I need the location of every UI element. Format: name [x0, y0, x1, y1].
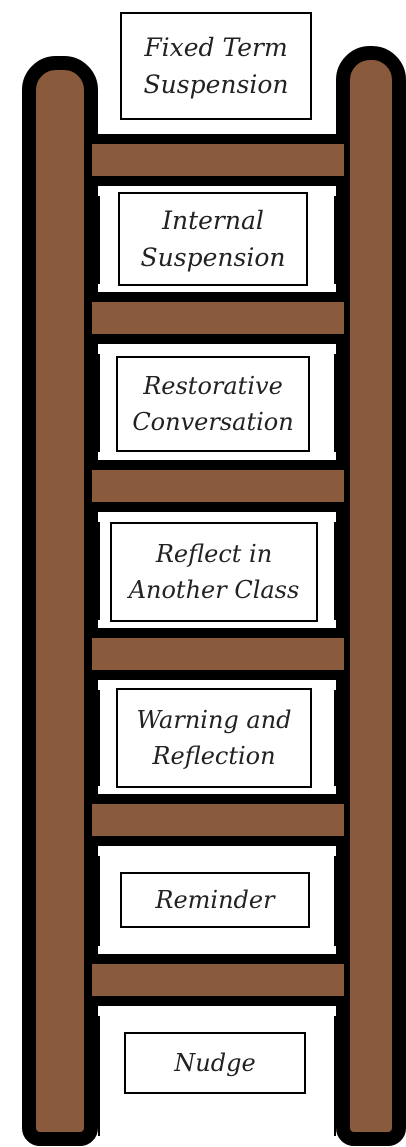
step-label-line: Warning and — [136, 706, 292, 734]
step-label-line: Conversation — [132, 408, 294, 436]
ladder-rung — [92, 954, 344, 1006]
step-label-line: Suspension — [143, 70, 289, 99]
step-fixed-term-suspension — [120, 12, 312, 120]
ladder-rung — [92, 460, 344, 512]
step-label-line: Nudge — [174, 1049, 256, 1077]
ladder-rung — [92, 292, 344, 344]
step-label-line: Restorative — [143, 372, 283, 400]
step-warning-and-reflection — [116, 688, 312, 788]
step-label-line: Reflection — [152, 742, 276, 770]
step-label-line: Suspension — [140, 243, 286, 272]
ladder-rung — [92, 134, 344, 186]
step-nudge — [124, 1032, 306, 1094]
step-restorative-conversation — [116, 356, 310, 452]
step-internal-suspension — [118, 192, 308, 286]
ladder-left-rail — [22, 56, 98, 1146]
step-label-line: Reflect in — [155, 540, 273, 568]
ladder-right-rail — [336, 46, 406, 1146]
step-label-line: Fixed Term — [144, 32, 288, 62]
ladder-rung — [92, 628, 344, 680]
step-reminder — [120, 872, 310, 928]
ladder-rung — [92, 794, 344, 846]
step-label-line: Reminder — [155, 886, 275, 914]
step-reflect-in-another-class — [110, 522, 318, 622]
step-label-line: Internal — [162, 205, 264, 235]
step-label-line: Another Class — [128, 576, 300, 604]
